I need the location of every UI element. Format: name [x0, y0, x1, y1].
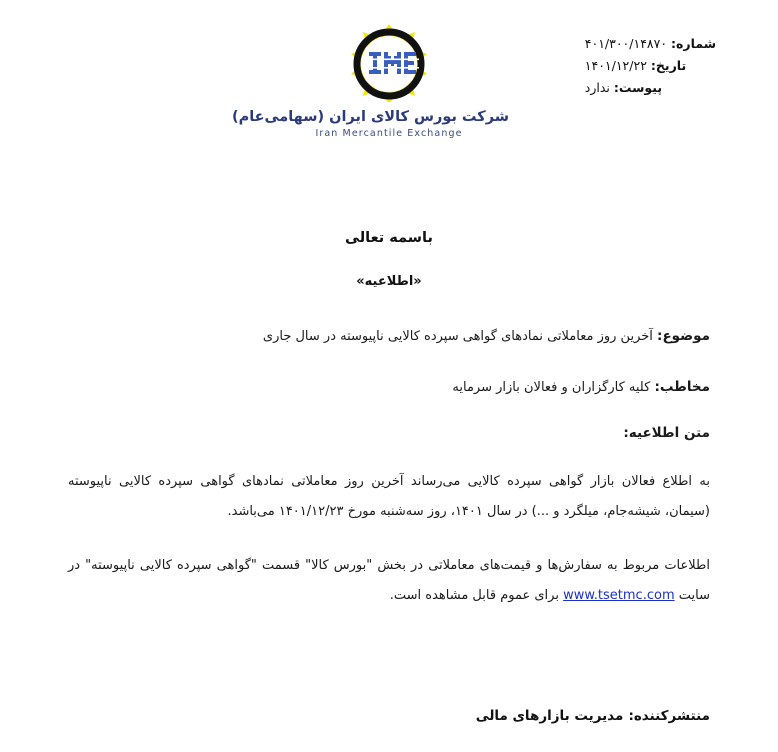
announcement-paragraph-2-text-after: برای عموم قابل مشاهده است.	[389, 588, 559, 603]
attachment-value: ندارد	[584, 80, 610, 95]
tsetmc-link[interactable]: www.tsetmc.com	[563, 588, 675, 603]
meta-row-number	[585, 33, 716, 54]
audience-value: کلیه کارگزاران و فعالان بازار سرمایه	[452, 380, 651, 395]
organization-name-en: Iran Mercantile Exchange	[315, 128, 463, 139]
body-section-label: متن اطلاعیه:	[623, 425, 710, 441]
audience-label: مخاطب:	[654, 379, 710, 395]
announcement-paragraph-1: به اطلاع فعالان بازار گواهی سپرده کالایی می‌رساند آخرین روز معاملاتی نمادهای گواهی سپرده کالایی ناپیوسته (سیمان، شیشه‌جام، میلگرد و ...) در سال ۱۴۰۱، روز سه‌شنبه مورخ ۱۴۰۱/۱۲/۲۳ می‌باشد.	[68, 474, 710, 519]
subject-label: موضوع:	[657, 328, 710, 344]
meta-row-date	[585, 55, 716, 76]
subject-value: آخرین روز معاملاتی نمادهای گواهی سپرده کالایی ناپیوسته در سال جاری	[262, 329, 653, 344]
announcement-paragraph-2	[68, 551, 710, 611]
organization-logo-block	[231, 22, 509, 139]
publisher-label: منتشرکننده:	[628, 708, 710, 724]
audience-line	[68, 374, 710, 401]
document-body	[0, 230, 778, 631]
document-header	[0, 0, 778, 160]
meta-row-attachment	[585, 77, 716, 98]
document-kind-heading: «اطلاعیه»	[356, 274, 422, 289]
attachment-label: پیوست:	[613, 80, 663, 95]
publisher-value: مدیریت بازارهای مالی	[475, 708, 624, 724]
number-value: ۴۰۱/۳۰۰/۱۴۸۷۰	[584, 36, 668, 51]
subject-line	[68, 323, 710, 350]
date-value: ۱۴۰۱/۱۲/۲۲	[584, 58, 647, 73]
ime-logo-icon	[341, 22, 437, 102]
document-meta	[585, 33, 716, 99]
number-label: شماره:	[671, 36, 716, 51]
basmala-heading: باسمه تعالی	[345, 230, 433, 246]
announcement-paragraph-2-text-before: اطلاعات مربوط به سفارش‌ها و قیمت‌های معاملاتی در بخش "بورس کالا" قسمت "گواهی سپرده کالایی ناپیوسته" در سایت	[68, 558, 710, 603]
organization-name-fa: شرکت بورس کالای ایران (سهامی‌عام)	[231, 109, 509, 125]
date-label: تاریخ:	[650, 58, 687, 73]
document-footer	[0, 705, 778, 724]
